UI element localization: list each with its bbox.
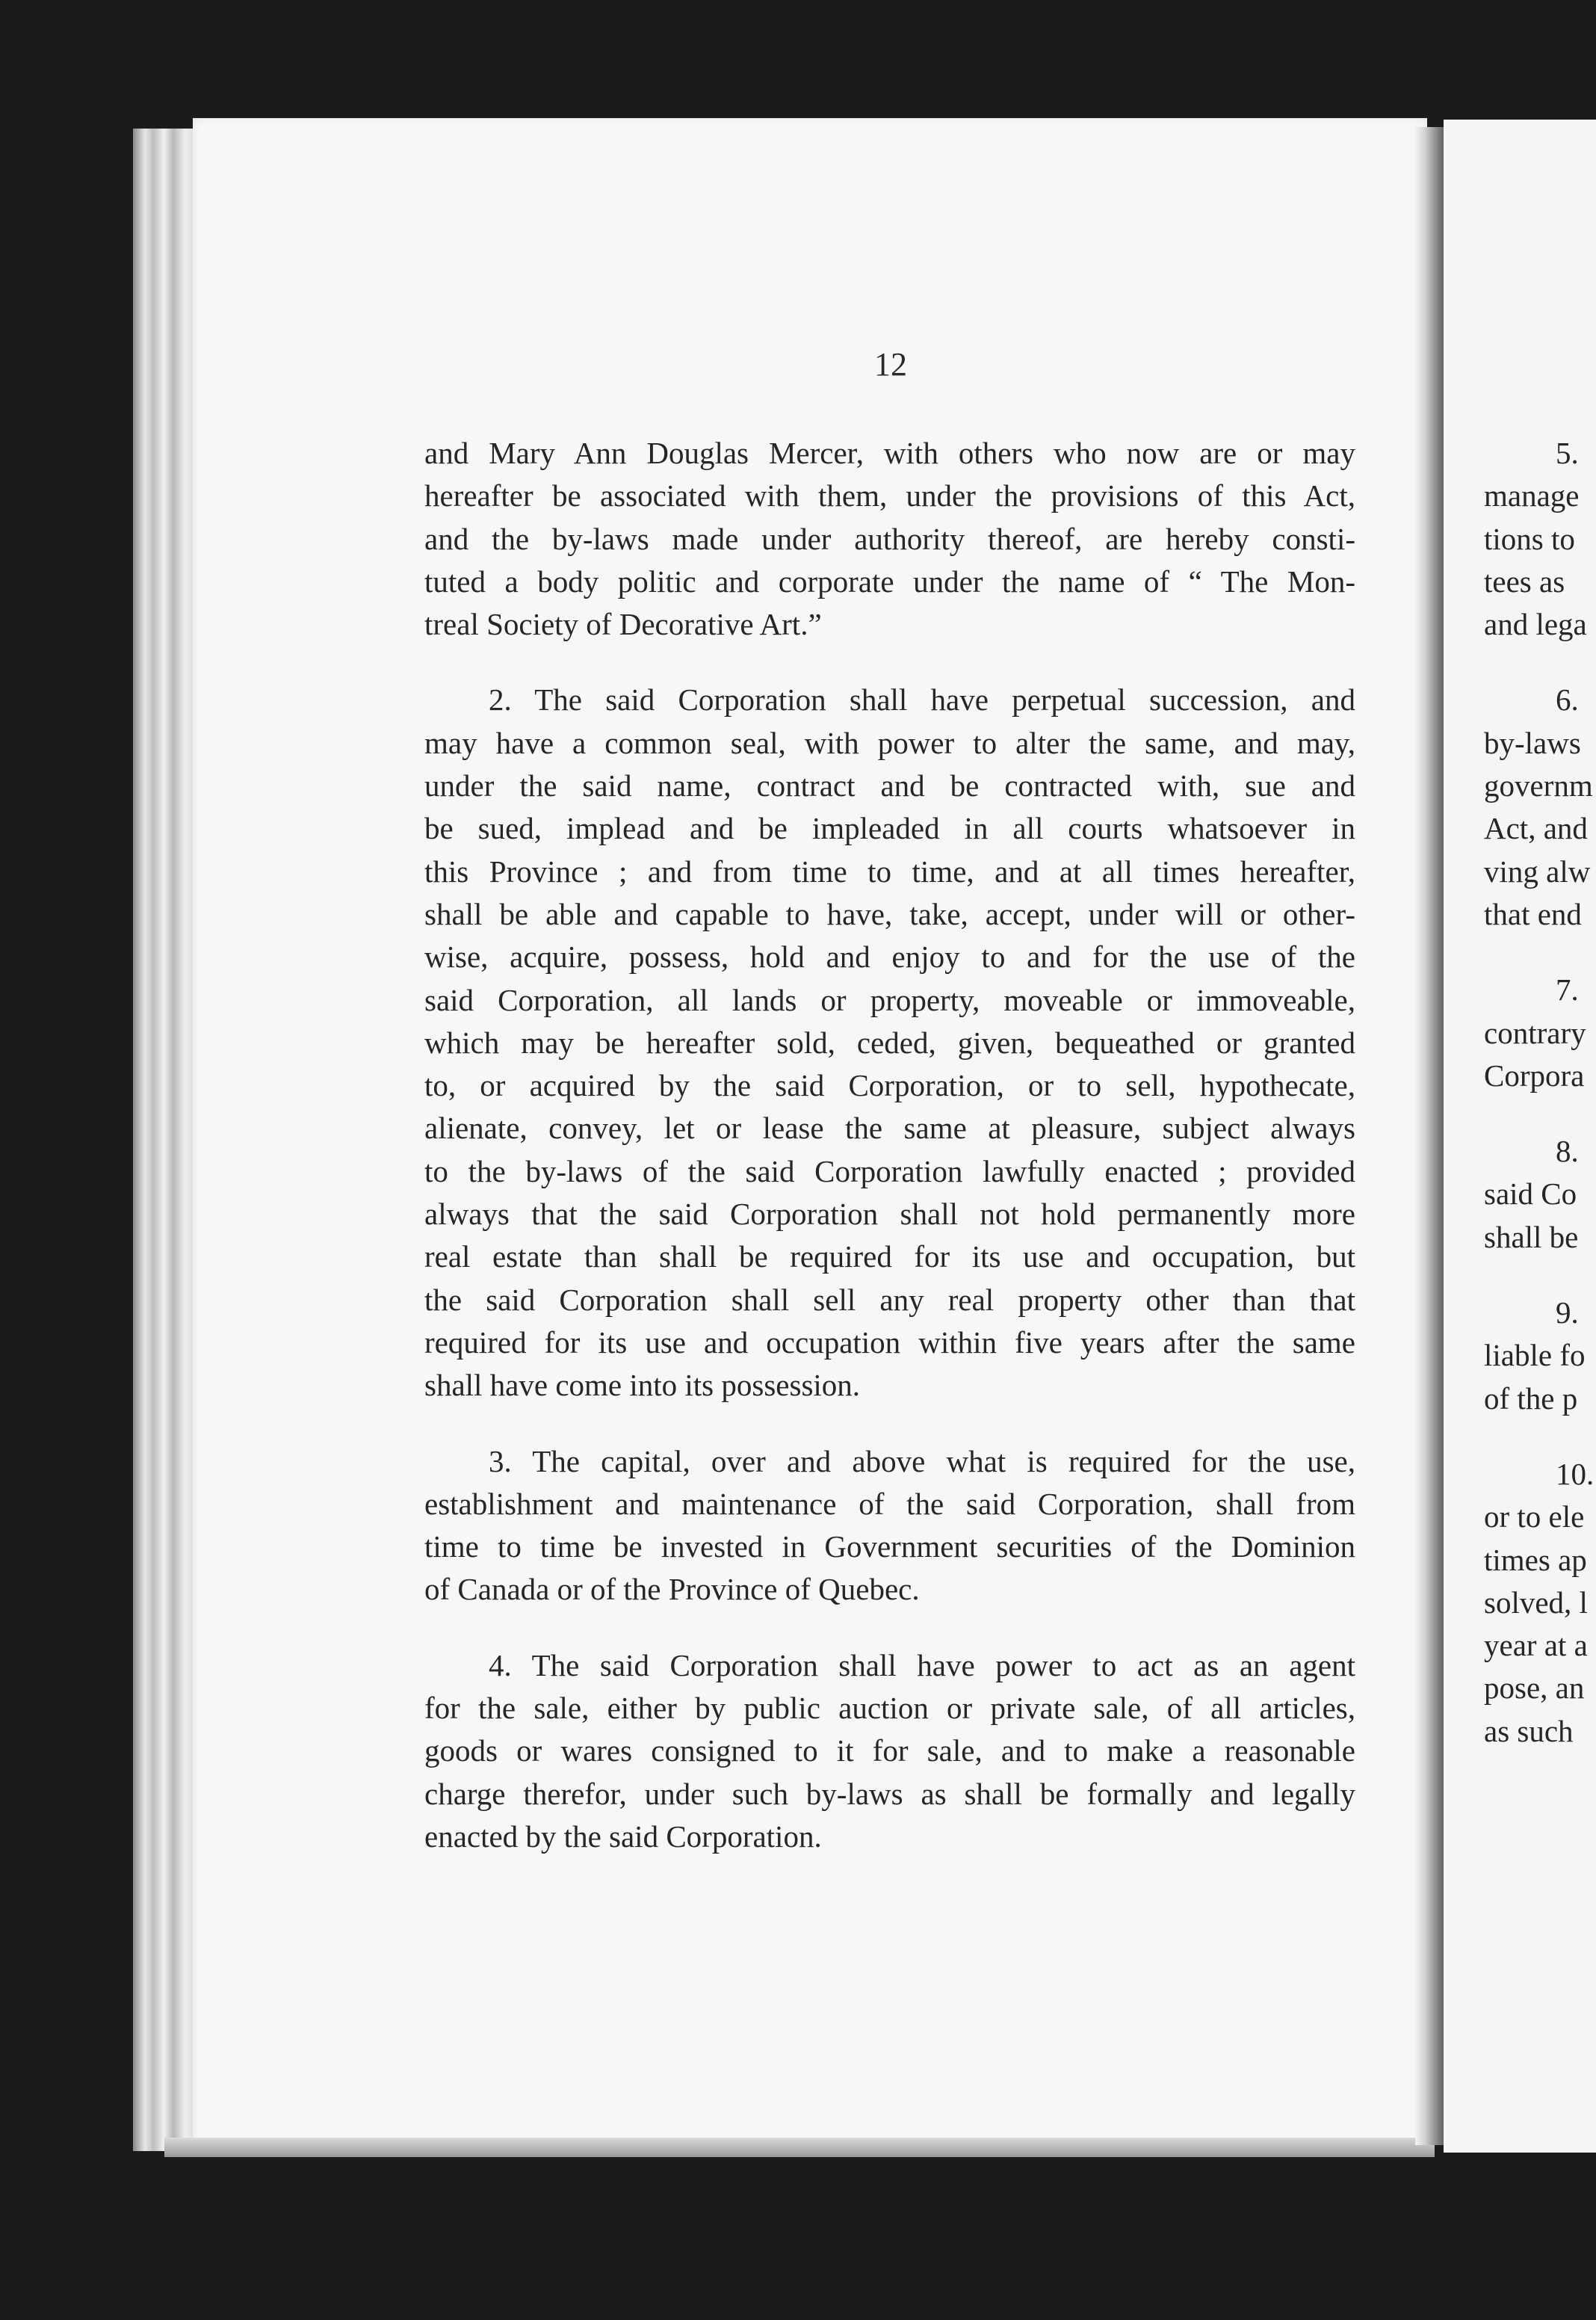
text-line: 4. The said Corporation shall have power to act as an agent [489,1647,1355,1682]
text-line: under the said name, contract and be contracted with, sue and [424,768,1355,803]
text-line: the said Corporation shall sell any real property other than that [424,1282,1355,1317]
text-line: shall have come into its possession. [424,1368,861,1403]
paragraph-gap [1484,1259,1596,1292]
text-line: tions to [1484,521,1575,556]
text-line: said Corporation, all lands or property, moveable or immoveable, [424,982,1355,1017]
paragraph-gap [424,1611,1355,1644]
text-line: 7. [1556,972,1579,1008]
paragraph [424,1644,1355,1858]
paragraph [424,679,1355,1407]
text-line: ving alw [1484,854,1591,889]
text-line: 9. [1556,1295,1579,1330]
text-line: which may be hereafter sold, ceded, given, bequeathed or granted [424,1025,1355,1060]
text-line: and Mary Ann Douglas Mercer, with others who now are or may [424,436,1355,470]
text-line: goods or wares consigned to it for sale, and to make a reasonable [424,1733,1355,1768]
text-line: that end [1484,896,1582,931]
text-line: charge therefor, under such by-laws as shall be formally and legally [424,1776,1355,1811]
text-line: tees as [1484,564,1565,599]
text-line: 6. [1556,682,1579,718]
text-line: hereafter be associated with them, under the provisions of this Act, [424,478,1355,513]
text-line: liable fo [1484,1338,1586,1373]
right-page-partial-text [1484,432,1596,1753]
text-line: always that the said Corporation shall not hold permanently more [424,1197,1355,1232]
text-line: for the sale, either by public auction or private sale, of all articles, [424,1691,1355,1726]
text-line: solved, l [1484,1585,1588,1620]
text-line: pose, an [1484,1670,1585,1706]
text-line: this Province ; and from time to time, and at all times hereafter, [424,854,1355,889]
text-line: required for its use and occupation within five years after the same [424,1324,1355,1360]
paragraph-gap [424,1407,1355,1440]
text-line: tuted a body politic and corporate under the name of “ The Mon- [424,564,1355,599]
text-line: governm [1484,768,1593,803]
left-page-body-text [424,432,1355,1858]
paragraph [424,432,1355,646]
text-line: year at a [1484,1628,1588,1663]
text-line: alienate, convey, let or lease the same at pleasure, subject always [424,1111,1355,1146]
text-line: and lega [1484,607,1587,642]
text-line: real estate than shall be required for its use and occupation, but [424,1239,1355,1274]
text-line: by-laws [1484,725,1581,760]
book-gutter [1415,127,1445,2145]
text-line: may have a common seal, with power to alter the same, and may, [424,725,1355,760]
text-line: Corpora [1484,1058,1585,1093]
text-line: enacted by the said Corporation. [424,1818,822,1854]
text-line: be sued, implead and be impleaded in all courts whatsoever in [424,811,1355,846]
text-line: treal Society of Decorative Art.” [424,607,822,642]
text-line: contrary [1484,1015,1586,1050]
text-line: shall be [1484,1219,1579,1254]
text-line: times ap [1484,1542,1587,1577]
paragraph-gap [1484,1420,1596,1453]
page-number: 12 [874,346,907,383]
text-line: or to ele [1484,1499,1585,1534]
text-line: of Canada or of the Province of Quebec. [424,1572,920,1607]
paragraph-gap [1484,936,1596,969]
text-line: as such [1484,1713,1574,1748]
text-line: 3. The capital, over and above what is required for the use, [489,1443,1355,1478]
text-line: to, or acquired by the said Corporation, or to sell, hypothecate, [424,1068,1355,1103]
text-line: shall be able and capable to have, take, accept, under will or other- [424,896,1355,931]
text-line: manage [1484,478,1580,513]
text-line: said Co [1484,1176,1577,1212]
paragraph [424,1440,1355,1611]
page-bottom-edge [164,2138,1435,2157]
paragraph-gap [1484,1097,1596,1130]
text-line: 8. [1556,1134,1579,1169]
text-line: Act, and [1484,811,1588,846]
text-line: time to time be invested in Government securities of the Dominion [424,1529,1355,1564]
text-line: of the p [1484,1380,1578,1416]
paragraph-gap [1484,646,1596,679]
paragraph-gap [424,646,1355,679]
page-stack-edge [133,129,200,2151]
text-line: 2. The said Corporation shall have perpetual succession, and [489,682,1355,718]
text-line: 5. [1556,436,1579,470]
text-line: establishment and maintenance of the said Corporation, shall from [424,1486,1355,1521]
text-line: to the by-laws of the said Corporation lawfully enacted ; provided [424,1153,1355,1188]
text-line: and the by-laws made under authority thereof, are hereby consti- [424,521,1355,556]
text-line: wise, acquire, possess, hold and enjoy to and for the use of the [424,940,1355,975]
text-line: 10. [1556,1456,1595,1491]
